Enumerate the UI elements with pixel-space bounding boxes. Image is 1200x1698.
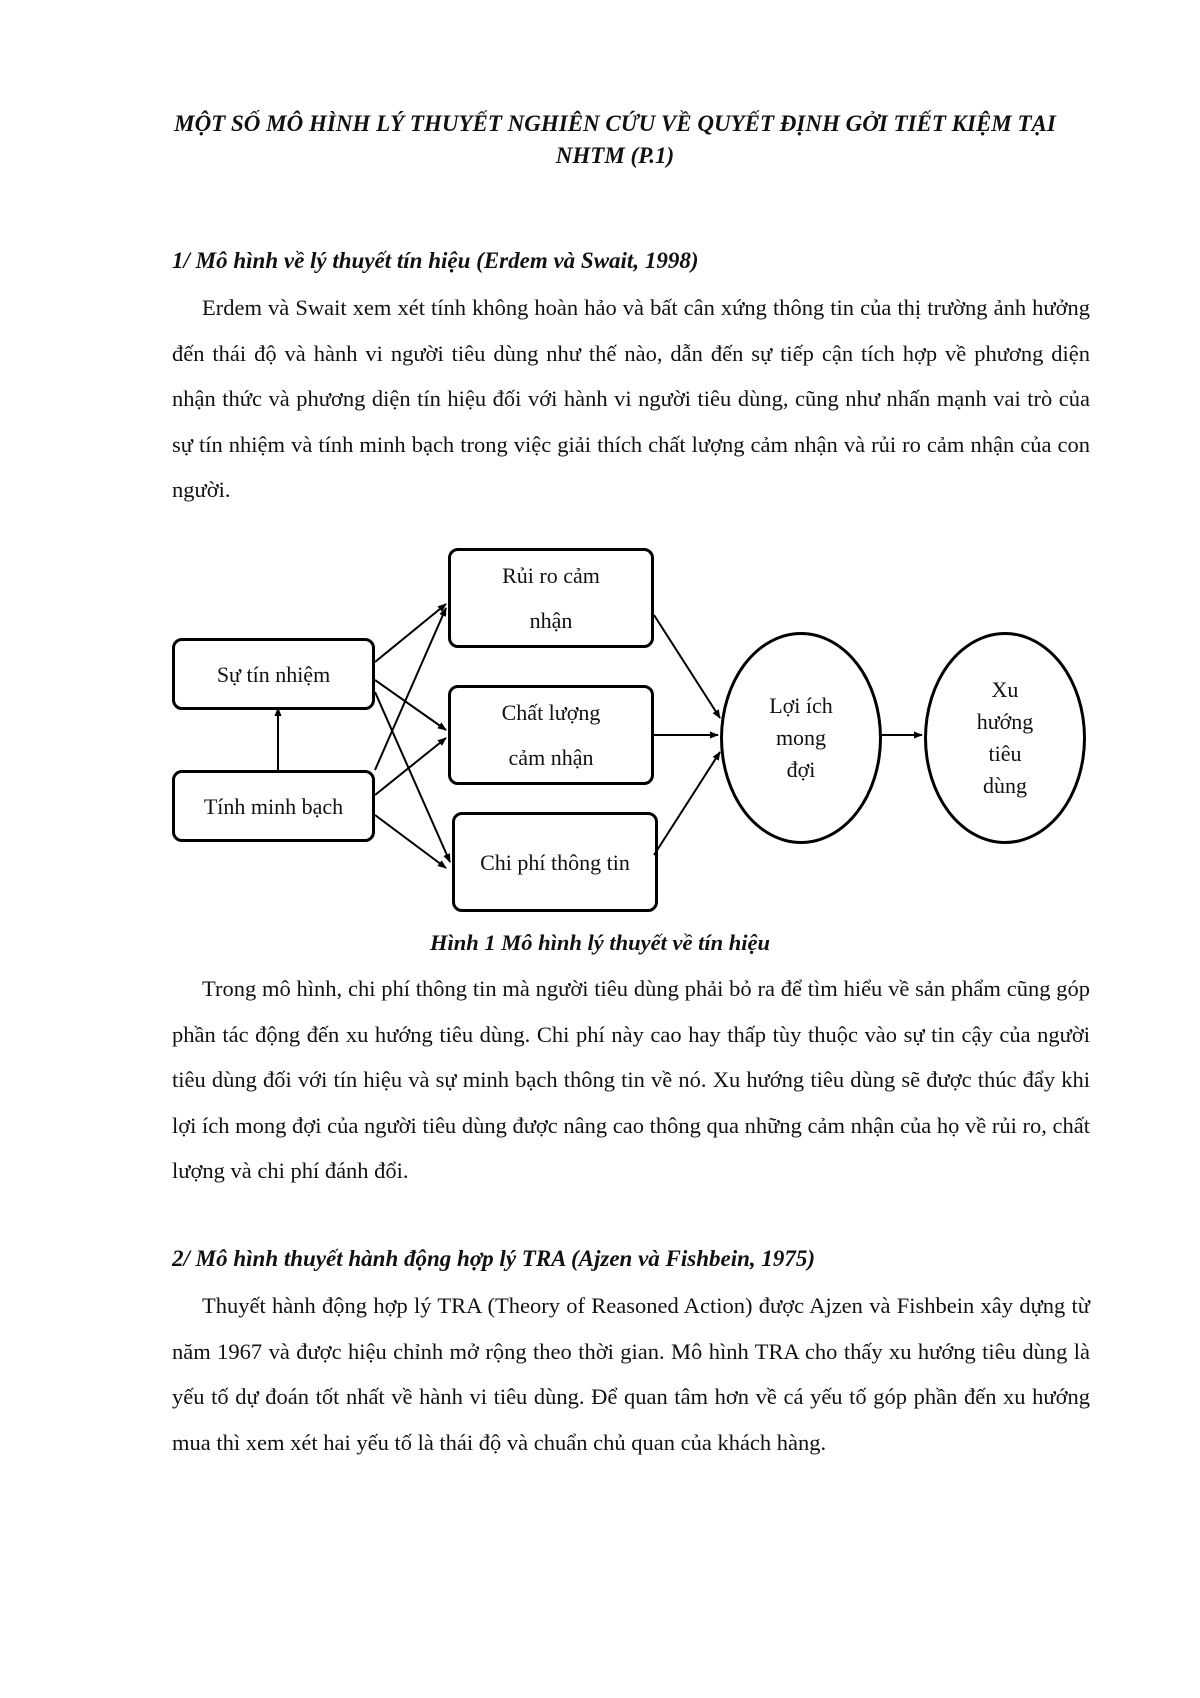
edge-tinnhiem-chiphi — [375, 692, 450, 862]
figure-caption: Hình 1 Mô hình lý thuyết về tín hiệu — [429, 930, 771, 955]
node-tinh-minh-bach — [172, 770, 375, 842]
node-chi-phi-thong-tin-label: Chi phí thông tin — [480, 849, 630, 875]
document-title: MỘT SỐ MÔ HÌNH LÝ THUYẾT NGHIÊN CỨU VỀ QUYẾT ĐỊNH GỞI TIẾT KIỆM TẠI NHTM (P.1) — [174, 111, 1056, 168]
section1-after-paragraph: Trong mô hình, chi phí thông tin mà người tiêu dùng phải bỏ ra để tìm hiểu về sản phẩm cũng góp phần tác động đến xu hướng tiêu dùng. Chi phí này cao hay thấp tùy thuộc vào sự tin cậy của người tiêu dùng đối với tín hiệu và sự minh bạch thông tin về nó. Xu hướng tiêu dùng sẽ được thúc đẩy khi lợi ích mong đợi của người tiêu dùng được nâng cao thông qua những cảm nhận của họ về rủi ro, chất lượng và chi phí đánh đổi. — [172, 976, 1090, 1183]
section2-paragraph: Thuyết hành động hợp lý TRA (Theory of Reasoned Action) được Ajzen và Fishbein xây dựng từ năm 1967 và được hiệu chỉnh mở rộng theo thời gian. Mô hình TRA cho thấy xu hướng tiêu dùng là yếu tố dự đoán tốt nhất về hành vi tiêu dùng. Để quan tâm hơn về cá yếu tố góp phần đến xu hướng mua thì xem xét hai yếu tố là thái độ và chuẩn chủ quan của khách hàng. — [172, 1293, 1090, 1455]
node-loi-ich-mong-doi — [720, 632, 882, 844]
node-tinh-minh-bach-label: Tính minh bạch — [203, 793, 344, 819]
node-loi-ich-mong-doi-label: Lợi ích mong đợi — [769, 693, 833, 782]
section1-paragraph: Erdem và Swait xem xét tính không hoàn hảo và bất cân xứng thông tin của thị trường ảnh hưởng đến thái độ và hành vi người tiêu dùng như thế nào, dẫn đến sự tiếp cận tích hợp về phương diện nhận thức và phương diện tín hiệu đối với hành vi người tiêu dùng, cũng như nhấn mạnh vai trò của sự tín nhiệm và tính minh bạch trong việc giải thích chất lượng cảm nhận và rủi ro cảm nhận của con người. — [172, 295, 1090, 502]
section2-heading: 2/ Mô hình thuyết hành động hợp lý TRA (Ajzen và Fishbein, 1975) — [172, 1246, 816, 1271]
node-rui-ro-cam-nhan-label: Rủi ro cảm nhận — [502, 563, 600, 633]
node-chi-phi-thong-tin — [452, 812, 658, 912]
section1-heading: 1/ Mô hình về lý thuyết tín hiệu (Erdem và Swait, 1998) — [172, 248, 699, 273]
edge-minhbach-chiphi — [375, 815, 446, 868]
edge-chiphi-loiich — [654, 752, 720, 855]
node-su-tin-nhiem-label: Sự tín nhiệm — [216, 661, 331, 687]
node-xu-huong-tieu-dung — [924, 632, 1086, 844]
edge-ruiro-loiich — [654, 615, 720, 718]
node-rui-ro-cam-nhan — [448, 548, 654, 648]
node-xu-huong-tieu-dung-label: Xu hướng tiêu dùng — [976, 677, 1034, 798]
node-chat-luong-cam-nhan — [448, 685, 654, 785]
node-su-tin-nhiem — [172, 638, 375, 710]
node-chat-luong-cam-nhan-label: Chất lượng cảm nhận — [501, 700, 601, 770]
